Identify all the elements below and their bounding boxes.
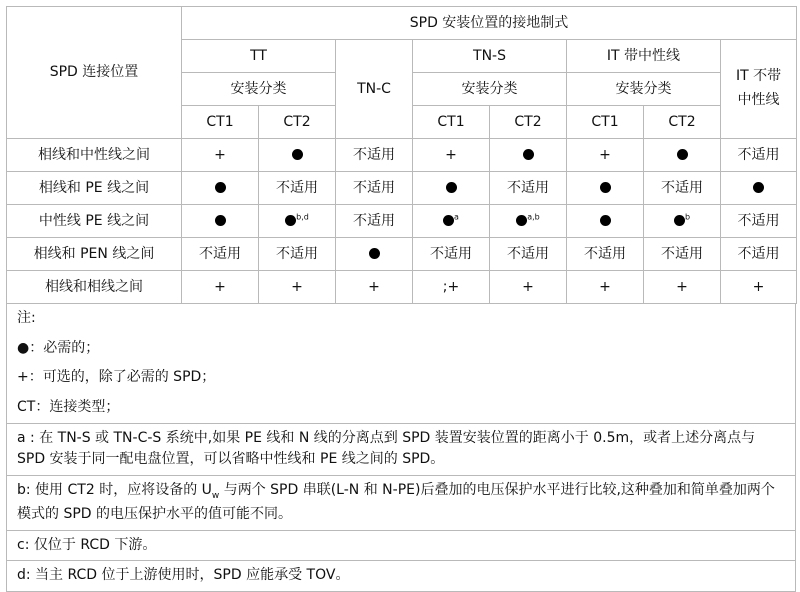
note-b-suffix: 与两个 SPD 串联(L-N 和 N-PE)后叠加的电压保护水平进行比较,这种叠加和简单叠加两个模式的 SPD 的电压保护水平的值可能不同。 [17, 482, 775, 522]
table-cell: + [567, 139, 644, 172]
header-it-no-neutral [721, 40, 797, 139]
table-cell [259, 205, 336, 238]
table-cell: + [259, 271, 336, 304]
required-dot-icon [446, 182, 457, 193]
header-tt-install-class: 安装分类 [182, 73, 336, 106]
header-position: SPD 连接位置 [7, 7, 182, 139]
table-cell [182, 205, 259, 238]
header-tt-ct1: CT1 [182, 106, 259, 139]
header-it-no-neutral-text: IT 不带中性线 [735, 68, 782, 108]
footnote-ref: b,d [296, 211, 309, 221]
required-dot-icon [369, 248, 380, 259]
required-dot-icon [292, 149, 303, 160]
header-tt: TT [182, 40, 336, 73]
table-cell: 不适用 [182, 238, 259, 271]
table-cell: 不适用 [567, 238, 644, 271]
table-cell: 不适用 [336, 139, 413, 172]
footnote-ref: b [684, 211, 691, 221]
table-cell: + [182, 271, 259, 304]
table-cell [490, 205, 567, 238]
note-c: c: 仅位于 RCD 下游。 [7, 530, 795, 561]
table-cell [567, 205, 644, 238]
header-tns-ct1: CT1 [413, 106, 490, 139]
table-cell: + [644, 271, 721, 304]
table-cell: 不适用 [644, 238, 721, 271]
table-cell [490, 139, 567, 172]
note-d: d: 当主 RCD 位于上游使用时，SPD 应能承受 TOV。 [7, 560, 795, 591]
required-dot-icon [677, 149, 688, 160]
table-cell [721, 172, 797, 205]
table-cell: 不适用 [490, 238, 567, 271]
header-it-neutral: IT 带中性线 [567, 40, 721, 73]
required-dot-icon [215, 182, 226, 193]
note-b [7, 475, 795, 529]
table-cell: + [336, 271, 413, 304]
note-a: a : 在 TN-S 或 TN-C-S 系统中,如果 PE 线和 N 线的分离点到 SPD 装置安装位置的距离小于 0.5m，或者上述分离点与 SPD 安装于同一配电盘位置，可以省略中性线和 PE 线之间的 SPD。 [7, 423, 795, 475]
table-cell: 不适用 [721, 205, 797, 238]
table-row [7, 139, 797, 172]
required-dot-icon [674, 215, 685, 226]
required-dot-icon [600, 215, 611, 226]
notes-title: 注: [17, 310, 36, 326]
table-cell: 不适用 [721, 139, 797, 172]
row-label: 中性线 PE 线之间 [7, 205, 182, 238]
row-label: 相线和 PE 线之间 [7, 172, 182, 205]
table-row [7, 172, 797, 205]
table-cell: + [490, 271, 567, 304]
row-label: 相线和 PEN 线之间 [7, 238, 182, 271]
note-dot-text: ●：必需的； [17, 339, 100, 356]
header-tnc: TN-C [336, 40, 413, 139]
note-b-prefix: b: 使用 CT2 时，应将设备的 U [17, 482, 212, 499]
table-cell [413, 205, 490, 238]
table-row [7, 205, 797, 238]
required-dot-icon [516, 215, 527, 226]
note-plus: +：可选的，除了必需的 SPD； [17, 369, 216, 386]
note-dot [7, 334, 795, 364]
table-cell: + [182, 139, 259, 172]
table-cell: + [567, 271, 644, 304]
table-cell [644, 139, 721, 172]
table-cell: 不适用 [721, 238, 797, 271]
table-cell [182, 172, 259, 205]
notes-section [6, 304, 796, 592]
header-tns-ct2: CT2 [490, 106, 567, 139]
table-cell: + [721, 271, 797, 304]
footnote-ref: a,b [527, 211, 540, 221]
header-tns: TN-S [413, 40, 567, 73]
table-cell: 不适用 [644, 172, 721, 205]
header-tns-install-class: 安装分类 [413, 73, 567, 106]
table-cell: 不适用 [259, 172, 336, 205]
required-dot-icon [753, 182, 764, 193]
required-dot-icon [600, 182, 611, 193]
table-cell: ;+ [413, 271, 490, 304]
header-tt-ct2: CT2 [259, 106, 336, 139]
required-dot-icon [443, 215, 454, 226]
header-system-title: SPD 安装位置的接地制式 [182, 7, 797, 40]
spd-installation-table [6, 6, 797, 304]
spd-table-container [6, 6, 796, 592]
table-cell: 不适用 [413, 238, 490, 271]
table-cell: 不适用 [259, 238, 336, 271]
table-cell [413, 172, 490, 205]
row-label: 相线和相线之间 [7, 271, 182, 304]
required-dot-icon [215, 215, 226, 226]
note-ct: CT：连接类型； [17, 399, 120, 416]
table-cell [259, 139, 336, 172]
table-cell [336, 238, 413, 271]
required-dot-icon [523, 149, 534, 160]
table-row [7, 238, 797, 271]
header-it-ct1: CT1 [567, 106, 644, 139]
table-cell: 不适用 [336, 205, 413, 238]
table-cell: + [413, 139, 490, 172]
table-row [7, 271, 797, 304]
header-it-ct2: CT2 [644, 106, 721, 139]
table-cell [644, 205, 721, 238]
table-cell: 不适用 [490, 172, 567, 205]
footnote-ref: a [454, 211, 459, 221]
table-cell: 不适用 [336, 172, 413, 205]
row-label: 相线和中性线之间 [7, 139, 182, 172]
header-it-install-class: 安装分类 [567, 73, 721, 106]
table-cell [567, 172, 644, 205]
note-b-sub: w [211, 490, 220, 501]
required-dot-icon [285, 215, 296, 226]
table-body [7, 139, 797, 304]
